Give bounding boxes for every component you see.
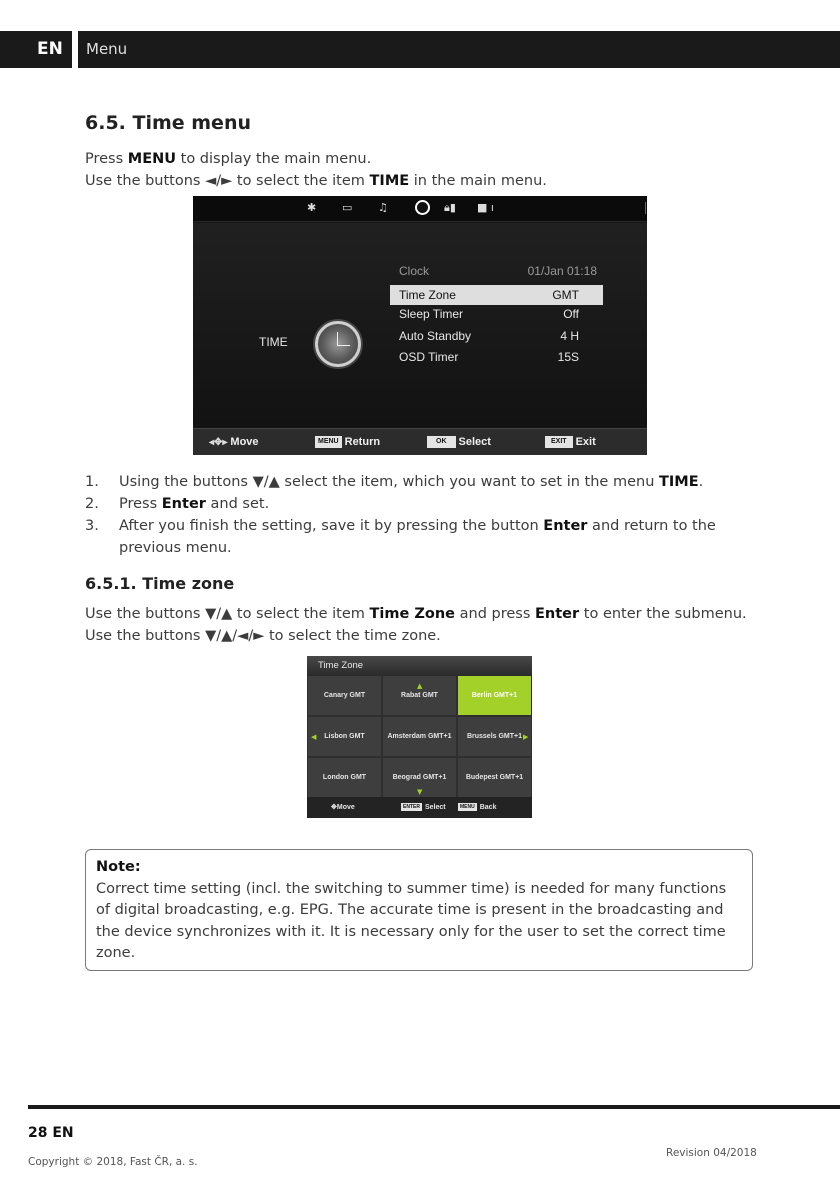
note-title: Note: bbox=[96, 859, 141, 875]
tz-cell-brussels[interactable]: Brussels GMT+1 bbox=[458, 717, 531, 756]
help-move: ✥Move bbox=[331, 804, 355, 811]
timezone-line-2: Use the buttons ▼/▲/◄/► to select the time zone. bbox=[85, 628, 441, 644]
footer-divider bbox=[28, 1105, 840, 1109]
menu-item-osd-timer[interactable]: OSD Timer 15S bbox=[399, 350, 579, 364]
list-item: 1. Using the buttons ▼/▲ select the item, which you want to set in the menu TIME. bbox=[85, 474, 704, 490]
tz-cell-lisbon[interactable]: Lisbon GMT bbox=[308, 717, 381, 756]
help-move: ◂✥▸ Move bbox=[209, 436, 259, 448]
tz-cell-berlin[interactable]: Berlin GMT+1 bbox=[458, 676, 531, 715]
lock-icon: 🔒︎▮ bbox=[444, 201, 456, 214]
tz-cell-london[interactable]: London GMT bbox=[308, 758, 381, 797]
time-menu-screenshot bbox=[193, 196, 647, 455]
clock-icon bbox=[415, 200, 430, 215]
tz-cell-budepest[interactable]: Budepest GMT+1 bbox=[458, 758, 531, 797]
exit-key-icon: EXIT bbox=[545, 436, 573, 448]
arrow-right-icon[interactable]: ▶ bbox=[523, 733, 529, 741]
menu-item-auto-standby[interactable]: Auto Standby 4 H bbox=[399, 329, 579, 343]
tz-cell-rabat[interactable]: Rabat GMT bbox=[383, 676, 456, 715]
help-return: MENU Return bbox=[315, 435, 380, 449]
tz-help-bar bbox=[307, 797, 532, 818]
arrow-left-icon[interactable]: ◀ bbox=[311, 733, 317, 741]
revision: Revision 04/2018 bbox=[666, 1147, 757, 1159]
intro-line-2: Use the buttons ◄/► to select the item TIME in the main menu. bbox=[85, 173, 547, 189]
menu-item-sleep-timer[interactable]: Sleep Timer Off bbox=[399, 307, 579, 321]
list-item: 2. Press Enter and set. bbox=[85, 496, 270, 512]
page-number: 28 EN bbox=[28, 1125, 74, 1141]
menu-key-icon: MENU bbox=[460, 804, 475, 811]
enter-key-icon: ENTER bbox=[403, 804, 420, 811]
menu-help-bar bbox=[193, 428, 647, 455]
menu-item-time-zone[interactable]: Time Zone GMT bbox=[390, 285, 603, 305]
menu-tab-bar bbox=[193, 196, 647, 222]
apps-icon: ■ ı bbox=[477, 201, 494, 214]
time-zone-title: Time Zone bbox=[307, 656, 532, 676]
music-icon: ♫ bbox=[378, 201, 388, 214]
timezone-line-1: Use the buttons ▼/▲ to select the item Time Zone and press Enter to enter the submenu. bbox=[85, 606, 747, 622]
section-title: 6.5. Time menu bbox=[85, 112, 251, 134]
menu-key-icon: MENU bbox=[315, 436, 342, 448]
tz-cell-beograd[interactable]: Beograd GMT+1 bbox=[383, 758, 456, 797]
intro-line-1: Press MENU to display the main menu. bbox=[85, 151, 372, 167]
menu-category-label: TIME bbox=[259, 335, 288, 349]
help-exit: EXIT Exit bbox=[545, 435, 596, 449]
clock-row: Clock 01/Jan 01:18 bbox=[399, 264, 597, 278]
steps-list bbox=[85, 471, 745, 559]
time-zone-grid bbox=[308, 676, 531, 797]
time-zone-screenshot bbox=[307, 656, 532, 818]
dpad-icon: ◂✥▸ bbox=[209, 437, 228, 448]
timezone-paragraph bbox=[85, 603, 747, 647]
help-select: ENTER Select bbox=[403, 804, 446, 811]
intro-paragraph bbox=[85, 148, 547, 192]
tz-cell-canary[interactable]: Canary GMT bbox=[308, 676, 381, 715]
gear-icon: ✱ bbox=[307, 201, 317, 214]
note-text: Correct time setting (incl. the switching to summer time) is needed for many functions of digital broadcasting, e.g. EPG. The accurate time is present in the broadcasting and the device synchronizes with it. It is necessary only for the user to set the correct time zone. bbox=[96, 880, 727, 961]
page-header bbox=[0, 31, 840, 68]
section-name: Menu bbox=[78, 31, 840, 68]
ok-key-icon: OK bbox=[427, 436, 456, 448]
menu-body bbox=[193, 223, 647, 428]
list-item: 3. After you finish the setting, save it by pressing the button Enter and return to the previous menu. bbox=[85, 518, 716, 556]
copyright: Copyright © 2018, Fast ČR, a. s. bbox=[28, 1156, 198, 1168]
arrow-down-icon[interactable]: ▼ bbox=[417, 788, 423, 796]
picture-icon: ▭ bbox=[342, 201, 353, 214]
analog-clock-icon bbox=[315, 321, 361, 367]
tz-cell-amsterdam[interactable]: Amsterdam GMT+1 bbox=[383, 717, 456, 756]
note-box bbox=[85, 849, 753, 971]
help-select: OK Select bbox=[427, 435, 491, 449]
help-back: MENU Back bbox=[460, 804, 497, 811]
subsection-title: 6.5.1. Time zone bbox=[85, 574, 235, 593]
language-tab: EN bbox=[0, 31, 72, 68]
arrow-up-icon[interactable]: ▲ bbox=[417, 682, 423, 690]
